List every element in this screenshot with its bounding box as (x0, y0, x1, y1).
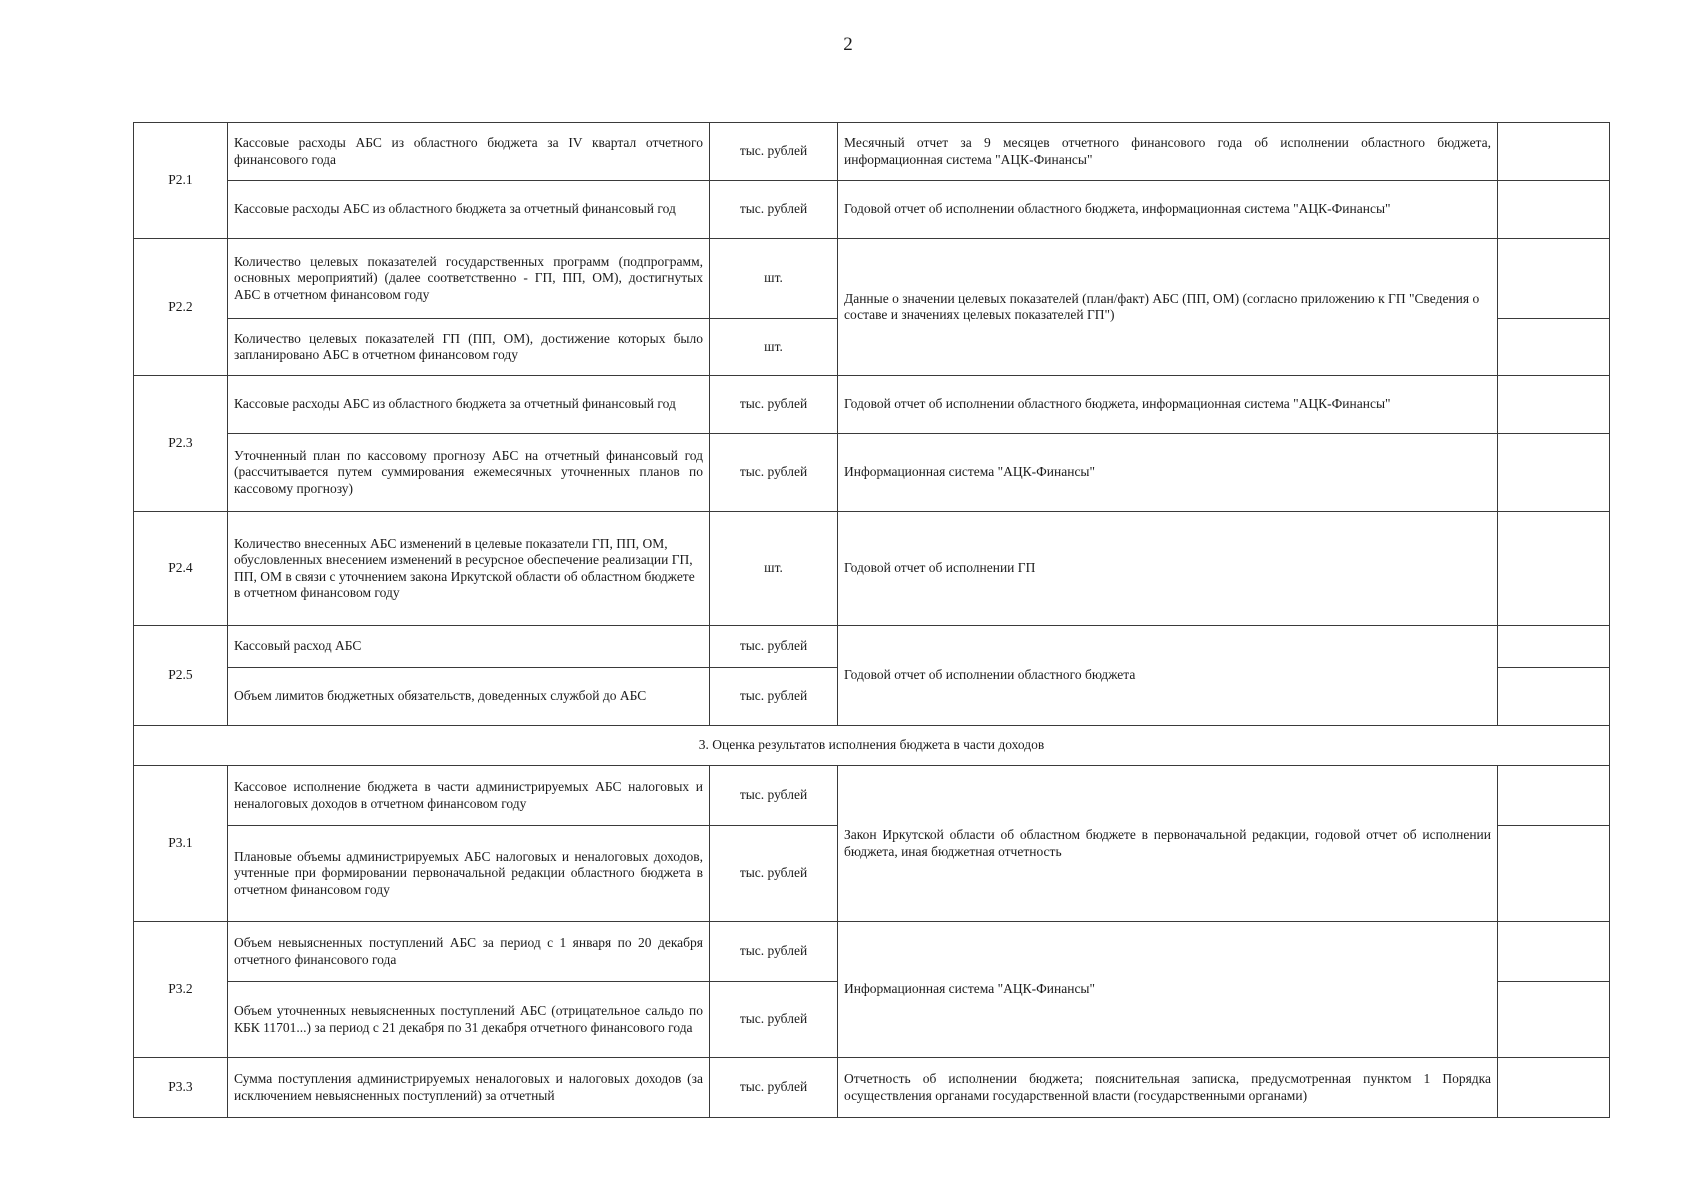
table-row (134, 123, 1610, 181)
table-row (134, 181, 1610, 239)
indicator-code: Р3.3 (134, 1058, 228, 1118)
unit-cell: тыс. рублей (710, 826, 838, 922)
unit-cell: тыс. рублей (710, 1058, 838, 1118)
indicator-name: Объем уточненных невыясненных поступлений АБС (отрицательное сальдо по КБК 11701...) за период с 21 декабря по 31 декабря отчетного финансового года (228, 982, 710, 1058)
unit-cell: тыс. рублей (710, 123, 838, 181)
indicator-code: Р2.1 (134, 123, 228, 239)
page-number: 2 (843, 34, 853, 55)
value-cell (1498, 434, 1610, 512)
unit-cell: тыс. рублей (710, 982, 838, 1058)
unit-cell: тыс. рублей (710, 626, 838, 668)
source-cell: Месячный отчет за 9 месяцев отчетного финансового года об исполнении областного бюджета, информационная система "АЦК-Финансы" (838, 123, 1498, 181)
indicator-code: Р3.1 (134, 766, 228, 922)
value-cell (1498, 376, 1610, 434)
indicator-name: Кассовые расходы АБС из областного бюджета за отчетный финансовый год (228, 181, 710, 239)
indicator-name: Количество целевых показателей ГП (ПП, ОМ), достижение которых было запланировано АБС в отчетном финансовом году (228, 319, 710, 376)
table-row (134, 376, 1610, 434)
indicator-name-cell (228, 1058, 710, 1118)
indicator-name: Кассовые расходы АБС из областного бюджета за отчетный финансовый год (228, 376, 710, 434)
indicator-name: Объем лимитов бюджетных обязательств, доведенных службой до АБС (228, 668, 710, 726)
table-row (134, 766, 1610, 826)
indicator-name: Кассовый расход АБС (228, 626, 710, 668)
indicator-code: Р2.5 (134, 626, 228, 726)
unit-cell: тыс. рублей (710, 922, 838, 982)
source-cell-wrap (838, 1058, 1498, 1118)
source-cell: Годовой отчет об исполнении областного бюджета, информационная система "АЦК-Финансы" (838, 376, 1498, 434)
value-cell (1498, 766, 1610, 826)
value-cell (1498, 922, 1610, 982)
indicator-code: Р3.2 (134, 922, 228, 1058)
indicator-code: Р2.4 (134, 512, 228, 626)
section-title: 3. Оценка результатов исполнения бюджета в части доходов (134, 726, 1610, 766)
source-cell: Годовой отчет об исполнении областного бюджета (838, 626, 1498, 726)
indicator-name: Сумма поступления администрируемых неналоговых и налоговых доходов (за исключением невыясненных поступлений) за отчетный (234, 1071, 703, 1103)
unit-cell: шт. (710, 239, 838, 319)
unit-cell: тыс. рублей (710, 376, 838, 434)
source-cell: Отчетность об исполнении бюджета; пояснительная записка, предусмотренная пунктом 1 Порядка осуществления органами государственной власти (государственными органами) (844, 1071, 1491, 1103)
table-row (134, 512, 1610, 626)
indicator-name: Количество внесенных АБС изменений в целевые показатели ГП, ПП, ОМ, обусловленных внесением изменений в ресурсное обеспечение реализации ГП, ПП, ОМ в связи с уточнением закона Иркутской области об областном бюджете в отчетном финансовом году (228, 512, 710, 626)
value-cell (1498, 626, 1610, 668)
indicator-name: Объем невыясненных поступлений АБС за период с 1 января по 20 декабря отчетного финансового года (228, 922, 710, 982)
value-cell (1498, 181, 1610, 239)
value-cell (1498, 123, 1610, 181)
indicator-name: Количество целевых показателей государственных программ (подпрограмм, основных мероприятий) (далее соответственно - ГП, ПП, ОМ), достигнутых АБС в отчетном финансовом году (228, 239, 710, 319)
indicator-name: Уточненный план по кассовому прогнозу АБС на отчетный финансовый год (рассчитывается путем суммирования ежемесячных уточненных планов по кассовому прогнозу) (228, 434, 710, 512)
value-cell (1498, 319, 1610, 376)
table-row (134, 1058, 1610, 1118)
table-row (134, 626, 1610, 668)
table-row (134, 922, 1610, 982)
source-cell: Закон Иркутской области об областном бюджете в первоначальной редакции, годовой отчет об исполнении бюджета, иная бюджетная отчетность (838, 766, 1498, 922)
unit-cell: шт. (710, 319, 838, 376)
unit-cell: тыс. рублей (710, 181, 838, 239)
unit-cell: тыс. рублей (710, 434, 838, 512)
value-cell (1498, 239, 1610, 319)
value-cell (1498, 668, 1610, 726)
value-cell (1498, 512, 1610, 626)
unit-cell: шт. (710, 512, 838, 626)
source-cell: Информационная система "АЦК-Финансы" (838, 922, 1498, 1058)
indicators-table (133, 122, 1610, 1118)
source-cell: Годовой отчет об исполнении областного бюджета, информационная система "АЦК-Финансы" (838, 181, 1498, 239)
value-cell (1498, 982, 1610, 1058)
unit-cell: тыс. рублей (710, 668, 838, 726)
source-cell: Данные о значении целевых показателей (план/факт) АБС (ПП, ОМ) (согласно приложению к ГП "Сведения о составе и значениях целевых показателей ГП") (838, 239, 1498, 376)
indicator-name: Плановые объемы администрируемых АБС налоговых и неналоговых доходов, учтенные при формировании первоначальной редакции областного бюджета в отчетном финансовом году (228, 826, 710, 922)
value-cell (1498, 826, 1610, 922)
source-cell: Информационная система "АЦК-Финансы" (838, 434, 1498, 512)
indicator-code: Р2.3 (134, 376, 228, 512)
table-row (134, 239, 1610, 319)
section-header-row (134, 726, 1610, 766)
indicator-name: Кассовые расходы АБС из областного бюджета за IV квартал отчетного финансового года (228, 123, 710, 181)
table-row (134, 434, 1610, 512)
value-cell (1498, 1058, 1610, 1118)
unit-cell: тыс. рублей (710, 766, 838, 826)
source-cell: Годовой отчет об исполнении ГП (838, 512, 1498, 626)
indicator-name: Кассовое исполнение бюджета в части администрируемых АБС налоговых и неналоговых доходов в отчетном финансовом году (228, 766, 710, 826)
indicator-code: Р2.2 (134, 239, 228, 376)
